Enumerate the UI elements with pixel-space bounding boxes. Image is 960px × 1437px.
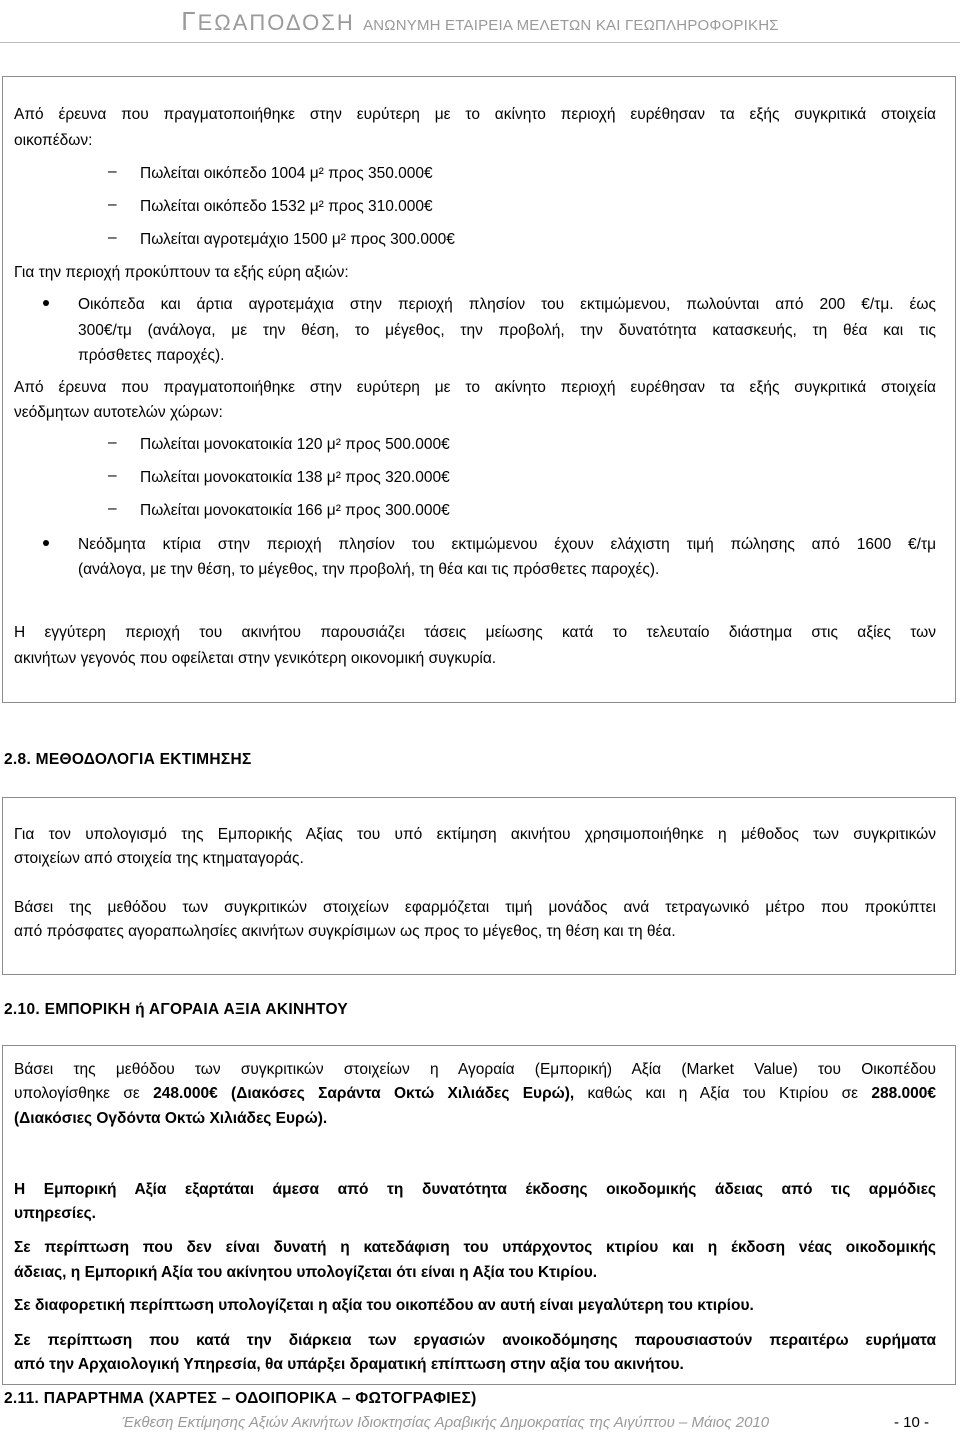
market-trend-line1: Η εγγύτερη περιοχή του ακινήτου παρουσιάζει τάσεις μείωσης κατά το τελευταίο διάστημα στις αξίες των: [14, 624, 936, 641]
header-divider: [0, 42, 960, 43]
company-subtitle: ΑΝΩΝΥΜΗ ΕΤΑΙΡΕΙΑ ΜΕΛΕΤΩΝ ΚΑΙ ΓΕΩΠΛΗΡΟΦΟΡΙΚΗΣ: [363, 17, 779, 34]
house-listing-2: Πωλείται μονοκατοικία 138 μ² προς 320.000€: [140, 469, 450, 486]
note1-line1: Η Εμπορική Αξία εξαρτάται άμεσα από τη δυνατότητα έκδοσης οικοδομικής άδειας από τις αρμόδιες: [14, 1181, 936, 1198]
note4-line1: Σε περίπτωση που κατά την διάρκεια των εργασιών ανοικοδόμησης παρουσιαστούν περαιτέρω ευρήματα: [14, 1332, 936, 1349]
new-buildings-range-line2: (ανάλογα, με την θέση, το μέγεθος, την προβολή, τη θέα και τις πρόσθετες παροχές).: [78, 561, 660, 578]
page-header: [0, 6, 960, 37]
bullet-icon: [43, 540, 49, 546]
valuation-line2: [14, 1081, 936, 1106]
methodology-p1-line2: στοιχείων από στοιχεία της κτηματαγοράς.: [14, 850, 304, 867]
plots-range-line3: πρόσθετες παροχές).: [78, 347, 225, 364]
footer-text: Έκθεση Εκτίμησης Αξιών Ακινήτων Ιδιοκτησίας Αραβικής Δημοκρατίας της Αιγύπτου – Μάιος 2010: [122, 1414, 770, 1431]
note1-line2: υπηρεσίες.: [14, 1205, 96, 1222]
bullet-icon: [43, 300, 49, 306]
value-ranges-title: Για την περιοχή προκύπτουν τα εξής εύρη αξιών:: [14, 264, 349, 281]
plot-dash-2: –: [108, 196, 117, 213]
building-value: 288.000€: [871, 1085, 936, 1102]
building-value-words: (Διακόσιες Ογδόντα Οκτώ Χιλιάδες Ευρώ).: [14, 1110, 328, 1127]
plot-listing-1: Πωλείται οικόπεδο 1004 μ² προς 350.000€: [140, 165, 433, 182]
valuation-text: υπολογίσθηκε σε: [14, 1085, 154, 1102]
methodology-heading: 2.8. ΜΕΘΟΔΟΛΟΓΙΑ ΕΚΤΙΜΗΣΗΣ: [4, 751, 252, 768]
house-listing-1: Πωλείται μονοκατοικία 120 μ² προς 500.000€: [140, 436, 450, 453]
methodology-p2-line1: Βάσει της μεθόδου των συγκριτικών στοιχείων εφαρμόζεται τιμή μονάδος ανά τετραγωνικό μέτρο που προκύπτει: [14, 899, 936, 916]
note2-line2: άδειας, η Εμπορική Αξία του ακίνητου υπολογίζεται ότι είναι η Αξία του Κτιρίου.: [14, 1264, 598, 1281]
page-number: - 10 -: [894, 1414, 930, 1431]
comparables-intro-line2: οικοπέδων:: [14, 132, 93, 149]
valuation-line1: Βάσει της μεθόδου των συγκριτικών στοιχείων η Αγοραία (Εμπορική) Αξία (Market Value) του Οικοπέδου: [14, 1061, 936, 1078]
house-dash-3: –: [108, 500, 117, 517]
land-value: 248.000€ (Διακόσες Σαράντα Οκτώ Χιλιάδες Ευρώ),: [153, 1085, 575, 1102]
market-value-heading: 2.10. ΕΜΠΟΡΙΚΗ ή ΑΓΟΡΑΙΑ ΑΞΙΑ ΑΚΙΝΗΤΟΥ: [4, 1001, 349, 1018]
market-trend-line2: ακινήτων γεγονός που οφείλεται στην γενικότερη οικονομική συγκυρία.: [14, 650, 497, 667]
plots-range-line2: 300€/τμ (ανάλογα, με την θέση, το μέγεθος, την προβολή, την δυνατότητα κατασκευής, τη θέα και τις: [78, 322, 936, 339]
brand-initial: Γ: [181, 6, 198, 36]
methodology-p1-line1: Για τον υπολογισμό της Εμπορικής Αξίας του υπό εκτίμηση ακινήτου χρησιμοποιήθηκε η μέθοδος των συγκριτικών: [14, 826, 936, 843]
plots-range-line1: Οικόπεδα και άρτια αγροτεμάχια στην περιοχή πλησίον του εκτιμώμενου, πωλούνται από 200 €/τμ. έως: [78, 296, 936, 313]
comparables-intro-line1: Από έρευνα που πραγματοποιήθηκε στην ευρύτερη με το ακίνητο περιοχή ευρέθησαν τα εξής συγκριτικά στοιχεία: [14, 106, 936, 123]
brand-rest: ΕΩΑΠΟΔΟΣΗ: [197, 10, 355, 35]
house-listing-3: Πωλείται μονοκατοικία 166 μ² προς 300.000€: [140, 502, 450, 519]
new-buildings-range-line1: Νεόδμητα κτίρια στην περιοχή πλησίον του εκτιμώμενου έχουν ελάχιστη τιμή πώλησης από 1600 €/τμ: [78, 536, 936, 553]
buildings-intro-line2: νεόδμητων αυτοτελών χώρων:: [14, 404, 223, 421]
plot-listing-2: Πωλείται οικόπεδο 1532 μ² προς 310.000€: [140, 198, 433, 215]
methodology-p2-line2: από πρόσφατες αγοραπωλησίες ακινήτων συγκρίσιμων ως προς το μέγεθος, τη θέση και τη θέα.: [14, 923, 676, 940]
note4-line2: από την Αρχαιολογική Υπηρεσία, θα υπάρξει δραματική επίπτωση στην αξία του ακινήτου.: [14, 1356, 684, 1373]
note3-line1: Σε διαφορετική περίπτωση υπολογίζεται η αξία του οικοπέδου αν αυτή είναι μεγαλύτερη του κτιρίου.: [14, 1297, 754, 1314]
buildings-intro-line1: Από έρευνα που πραγματοποιήθηκε στην ευρύτερη με το ακίνητο περιοχή ευρέθησαν τα εξής συγκριτικά στοιχεία: [14, 379, 936, 396]
company-brand: [181, 6, 355, 36]
plot-dash-3: –: [108, 229, 117, 246]
valuation-text: καθώς και η Αξία του Κτιρίου σε: [574, 1085, 872, 1102]
appendix-heading: 2.11. ΠΑΡΑΡΤΗΜΑ (ΧΑΡΤΕΣ – ΟΔΟΙΠΟΡΙΚΑ – ΦΩΤΟΓΡΑΦΙΕΣ): [4, 1390, 477, 1407]
note2-line1: Σε περίπτωση που δεν είναι δυνατή η κατεδάφιση του υπάρχοντος κτιρίου και η έκδοση νέας οικοδομικής: [14, 1239, 936, 1256]
house-dash-2: –: [108, 467, 117, 484]
house-dash-1: –: [108, 434, 117, 451]
plot-dash-1: –: [108, 163, 117, 180]
plot-listing-3: Πωλείται αγροτεμάχιο 1500 μ² προς 300.000€: [140, 231, 455, 248]
